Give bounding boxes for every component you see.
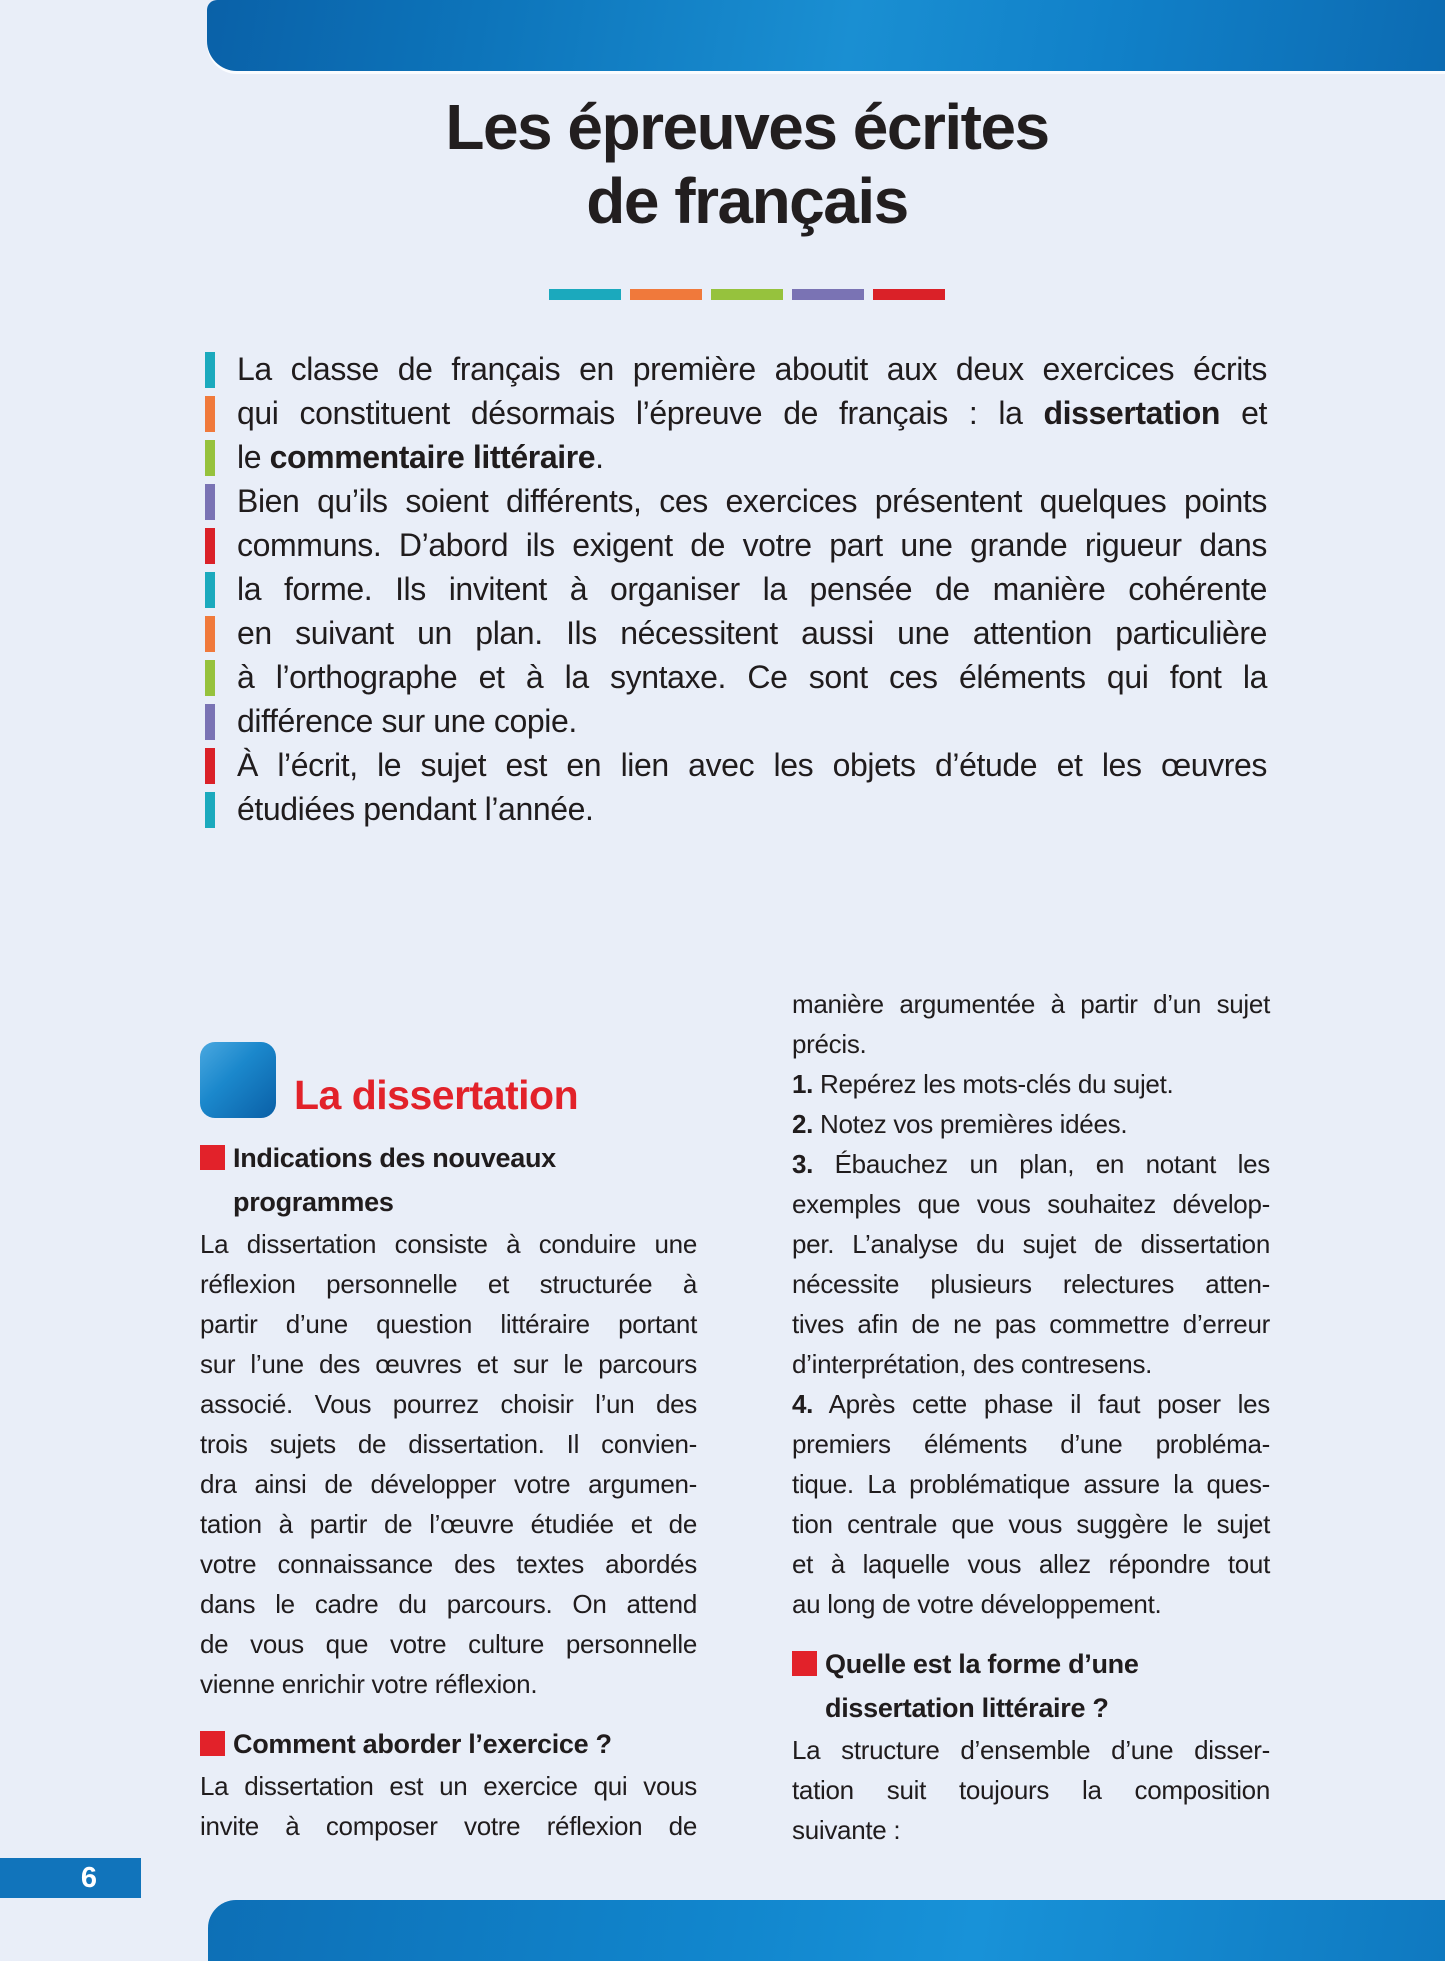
intro-line	[205, 479, 1267, 523]
header-bar	[207, 0, 1445, 71]
intro-line-text: À l’écrit, le sujet est en lien avec les objets d’étude et les œuvres	[237, 747, 1267, 783]
body-line: d’interprétation, des contresens.	[792, 1349, 1153, 1379]
body-line: premiers éléments d’une probléma-	[792, 1429, 1270, 1459]
subheading-line: Indications des nouveaux	[233, 1143, 556, 1173]
intro-line	[205, 655, 1267, 699]
body-line: per. L’analyse du sujet de dissertation	[792, 1229, 1270, 1259]
intro-line-bar	[205, 572, 215, 608]
body-line: tation à partir de l’œuvre étudiée et de	[200, 1509, 697, 1539]
page-title-line2: de français	[586, 165, 908, 237]
title-dash	[711, 289, 783, 300]
intro-line-text: étudiées pendant l’année.	[237, 791, 594, 827]
page-title	[172, 90, 1322, 238]
body-line: 3. Ébauchez un plan, en notant les	[792, 1149, 1270, 1179]
title-dash	[549, 289, 621, 300]
body-line: votre connaissance des textes abordés	[200, 1549, 697, 1579]
body-line: 1. Repérez les mots-clés du sujet.	[792, 1069, 1174, 1099]
intro-line-bar	[205, 396, 215, 432]
intro-paragraph	[205, 347, 1267, 831]
intro-line	[205, 743, 1267, 787]
section-square-icon	[200, 1042, 276, 1118]
intro-line-bar	[205, 528, 215, 564]
body-line: tion centrale que vous suggère le sujet	[792, 1509, 1270, 1539]
intro-line-bar	[205, 792, 215, 828]
intro-line	[205, 699, 1267, 743]
subheading-line: Quelle est la forme d’une	[825, 1649, 1139, 1679]
body-line: tation suit toujours la composition	[792, 1775, 1270, 1805]
section-title-text: La dissertation	[294, 1072, 579, 1118]
bullet-square-icon	[200, 1731, 225, 1756]
body-line: tives afin de ne pas commettre d’erreur	[792, 1309, 1270, 1339]
bottom-bar	[208, 1900, 1445, 1961]
title-dash	[873, 289, 945, 300]
page-number-badge	[0, 1858, 141, 1898]
paragraph	[200, 1766, 697, 1846]
intro-line	[205, 523, 1267, 567]
subheading	[792, 1642, 1270, 1730]
intro-line-bar	[205, 616, 215, 652]
paragraph	[200, 1224, 697, 1704]
subheading-line: programmes	[233, 1187, 394, 1217]
intro-line	[205, 391, 1267, 435]
subheading-line: dissertation littéraire ?	[825, 1693, 1109, 1723]
body-line: 2. Notez vos premières idées.	[792, 1109, 1128, 1139]
body-line: tique. La problématique assure la ques-	[792, 1469, 1270, 1499]
intro-line-text: qui constituent désormais l’épreuve de français : la dissertation et	[237, 395, 1267, 431]
intro-line	[205, 435, 1267, 479]
intro-line-bar	[205, 748, 215, 784]
page-title-line1: Les épreuves écrites	[445, 91, 1049, 163]
body-line: sur l’une des œuvres et sur le parcours	[200, 1349, 697, 1379]
intro-line-bar	[205, 440, 215, 476]
body-line: partir d’une question littéraire portant	[200, 1309, 697, 1339]
paragraph	[792, 1730, 1270, 1850]
body-line: précis.	[792, 1029, 867, 1059]
intro-line-bar	[205, 704, 215, 740]
intro-line	[205, 347, 1267, 391]
body-line: associé. Vous pourrez choisir l’un des	[200, 1389, 697, 1419]
body-line: trois sujets de dissertation. Il convien-	[200, 1429, 697, 1459]
subheading	[200, 1722, 697, 1766]
body-line: dra ainsi de développer votre argumen-	[200, 1469, 697, 1499]
body-line: nécessite plusieurs relectures atten-	[792, 1269, 1270, 1299]
page-number: 6	[80, 1862, 97, 1894]
intro-line-text: en suivant un plan. Ils nécessitent aussi une attention particulière	[237, 615, 1267, 651]
intro-line-bar	[205, 484, 215, 520]
subheading-line: Comment aborder l’exercice ?	[233, 1729, 612, 1759]
paragraph	[792, 984, 1270, 1624]
body-line: invite à composer votre réflexion de	[200, 1811, 697, 1841]
body-line: et à laquelle vous allez répondre tout	[792, 1549, 1270, 1579]
title-dash	[792, 289, 864, 300]
body-line: au long de votre développement.	[792, 1589, 1162, 1619]
intro-line	[205, 611, 1267, 655]
intro-line-text: la forme. Ils invitent à organiser la pensée de manière cohérente	[237, 571, 1267, 607]
column-right	[792, 984, 1270, 1850]
intro-line-text: Bien qu’ils soient différents, ces exercices présentent quelques points	[237, 483, 1267, 519]
body-line: 4. Après cette phase il faut poser les	[792, 1389, 1270, 1419]
body-line: La structure d’ensemble d’une disser-	[792, 1735, 1270, 1765]
section-title-row	[200, 1042, 697, 1118]
intro-line-text: communs. D’abord ils exigent de votre part une grande rigueur dans	[237, 527, 1267, 563]
body-line: La dissertation consiste à conduire une	[200, 1229, 697, 1259]
title-dash	[630, 289, 702, 300]
body-line: suivante :	[792, 1815, 901, 1845]
intro-line	[205, 567, 1267, 611]
body-line: dans le cadre du parcours. On attend	[200, 1589, 697, 1619]
intro-line	[205, 787, 1267, 831]
title-dashes	[172, 289, 1322, 300]
body-line: exemples que vous souhaitez dévelop-	[792, 1189, 1270, 1219]
body-line: vienne enrichir votre réflexion.	[200, 1669, 538, 1699]
bullet-square-icon	[200, 1145, 225, 1170]
intro-line-text: à l’orthographe et à la syntaxe. Ce sont ces éléments qui font la	[237, 659, 1267, 695]
intro-line-text: La classe de français en première aboutit aux deux exercices écrits	[237, 351, 1267, 387]
body-line: réflexion personnelle et structurée à	[200, 1269, 697, 1299]
body-line: de vous que votre culture personnelle	[200, 1629, 697, 1659]
intro-line-bar	[205, 352, 215, 388]
intro-line-bar	[205, 660, 215, 696]
bullet-square-icon	[792, 1651, 817, 1676]
subheading	[200, 1136, 697, 1224]
column-left	[200, 1042, 697, 1846]
body-line: manière argumentée à partir d’un sujet	[792, 989, 1270, 1019]
intro-line-text: le commentaire littéraire.	[237, 439, 604, 475]
intro-line-text: différence sur une copie.	[237, 703, 577, 739]
body-line: La dissertation est un exercice qui vous	[200, 1771, 697, 1801]
